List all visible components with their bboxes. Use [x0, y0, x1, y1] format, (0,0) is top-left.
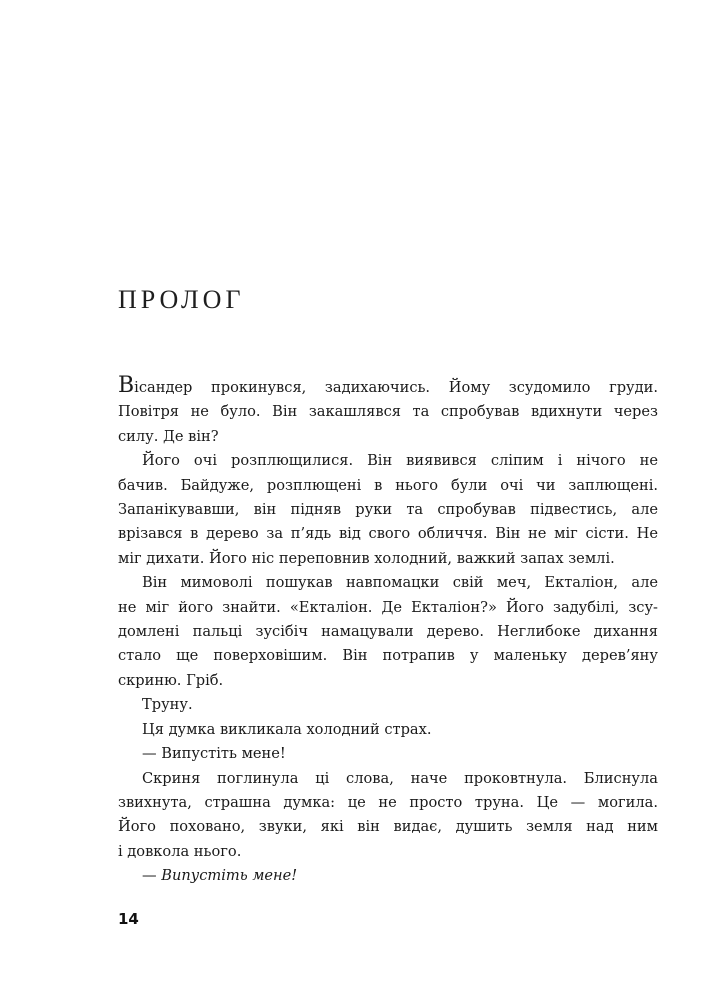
text-line-content: ісандер прокинувся, задихаючись. Йому зсудомило груди. [134, 379, 658, 396]
text-line: Його поховано, звуки, які він видає, душить земля над ним [118, 818, 658, 836]
text-line: силу. Де він? [118, 427, 219, 445]
text-line: — Випустіть мене! [142, 745, 286, 763]
text-line: не міг його знайти. «Екталіон. Де Екталіон?» Його задубілі, зсу- [118, 598, 658, 616]
page-number: 14 [118, 910, 139, 928]
text-line: Ця думка викликала холодний страх. [142, 720, 432, 738]
text-line: скриню. Гріб. [118, 671, 224, 689]
text-line: міг дихати. Його ніс переповнив холодний, важкий запах землі. [118, 549, 615, 567]
text-line [118, 864, 658, 888]
text-line: Він мимоволі пошукав навпомацки свій меч, Екталіон, але [142, 574, 658, 592]
text-line: Труну. [142, 696, 193, 714]
text-line: Запанікувавши, він підняв руки та спробував підвестись, але [118, 501, 658, 519]
italic-text: Випустіть мене! [161, 867, 298, 885]
text-line: стало ще поверховішим. Він потрапив у маленьку дерев’яну [118, 647, 658, 665]
text-line: домлені пальці зусібіч намацували дерево. Неглибоке дихання [118, 623, 658, 641]
text-line: і довкола нього. [118, 842, 242, 860]
text-line: звихнута, страшна думка: це не просто труна. Це — могила. [118, 793, 658, 811]
dash: — [142, 867, 162, 885]
text-line [118, 374, 658, 400]
chapter-title: ПРОЛОГ [118, 285, 245, 314]
text-line: Повітря не було. Він закашлявся та спробував вдихнути через [118, 403, 658, 421]
drop-letter: В [118, 373, 135, 398]
body-text [118, 374, 658, 889]
text-line: Його очі розплющилися. Він виявився сліпим і нічого не [142, 452, 658, 470]
text-line: Скриня поглинула ці слова, наче проковтнула. Блиснула [142, 769, 658, 787]
text-line: бачив. Байдуже, розплющені в нього були очі чи заплющені. [118, 476, 658, 494]
text-line: врізався в дерево за п’ядь від свого обличчя. Він не міг сісти. Не [118, 525, 658, 543]
